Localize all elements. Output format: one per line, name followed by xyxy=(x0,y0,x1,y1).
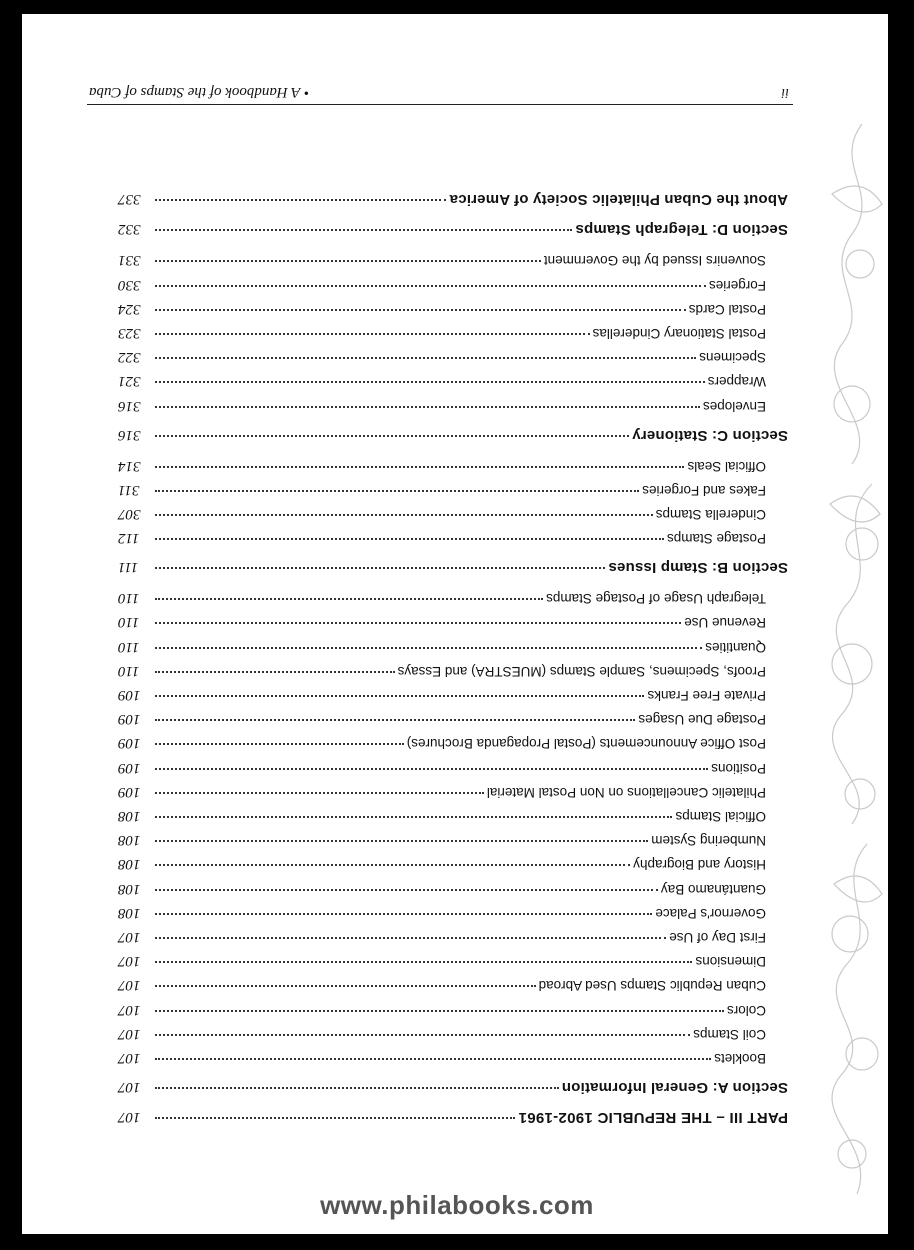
dot-leader xyxy=(155,538,664,541)
page-sheet xyxy=(22,14,888,1234)
toc-entry xyxy=(118,457,788,474)
dot-leader xyxy=(155,598,543,601)
dot-leader xyxy=(155,1034,690,1037)
toc-entry-page: 110 xyxy=(118,614,140,631)
dot-leader xyxy=(155,647,702,650)
toc-entry-label: Governor's Palace xyxy=(655,905,766,921)
toc-entry xyxy=(118,1108,788,1126)
toc-entry xyxy=(118,734,788,751)
toc-entry-label: Post Office Announcements (Postal Propaganda Brochures) xyxy=(406,736,766,752)
dot-leader xyxy=(155,567,605,570)
dot-leader xyxy=(155,490,639,493)
dot-leader xyxy=(155,199,446,202)
toc-page-rotated xyxy=(22,14,888,1234)
toc-entry xyxy=(118,928,788,945)
toc-entry xyxy=(118,300,788,317)
toc-entry-page: 107 xyxy=(118,1050,141,1066)
book-title xyxy=(89,83,309,100)
toc-entry xyxy=(118,1001,788,1018)
toc-entry-page: 332 xyxy=(118,221,141,238)
book-title-text: A Handbook of the Stamps of Cuba xyxy=(89,84,301,100)
toc-entry-label: Cuban Republic Stamps Used Abroad xyxy=(538,978,766,994)
toc-entry-label: Quantities xyxy=(705,639,766,655)
toc-entry-label: Official Stamps xyxy=(675,809,766,824)
toc-entry-page: 314 xyxy=(118,457,141,474)
toc-entry-page: 107 xyxy=(118,929,141,945)
toc-entry xyxy=(118,505,788,522)
toc-entry-label: Proofs, Specimens, Sample Stamps (MUESTRA) and Essays xyxy=(397,663,766,679)
toc-entry-page: 108 xyxy=(118,904,141,921)
toc-entry-page: 108 xyxy=(118,808,141,824)
toc-entry-label: Guantánamo Bay xyxy=(660,881,766,897)
toc-entry xyxy=(118,589,788,606)
toc-entry-label: Section C: Stationery xyxy=(632,426,788,444)
dot-leader xyxy=(155,864,630,867)
dot-leader xyxy=(155,514,653,517)
toc-entry-label: Section D: Telegraph Stamps xyxy=(575,221,788,239)
dot-leader xyxy=(155,406,700,409)
toc-entry-label: Wrappers xyxy=(707,374,766,390)
dot-leader xyxy=(155,961,692,964)
toc-entry-page: 337 xyxy=(118,191,141,208)
toc-entry-label: Official Seals xyxy=(687,458,766,474)
dot-leader xyxy=(155,816,672,819)
toc-entry xyxy=(118,426,788,444)
toc-entry xyxy=(118,855,788,872)
toc-entry xyxy=(118,251,788,268)
toc-entry xyxy=(118,397,788,414)
toc-entry xyxy=(118,831,788,848)
toc-entry xyxy=(118,276,788,293)
toc-entry-label: Forgeries xyxy=(708,277,766,293)
toc-entry-page: 307 xyxy=(118,506,141,522)
toc-entry-page: 324 xyxy=(118,300,141,317)
toc-entry xyxy=(118,529,788,546)
dot-leader xyxy=(155,1117,515,1120)
dot-leader xyxy=(155,381,705,384)
toc-entry-label: PART III – THE REPUBLIC 1902-1961 xyxy=(518,1109,788,1126)
dot-leader xyxy=(155,985,536,988)
dot-leader xyxy=(155,466,684,469)
toc-entry xyxy=(118,481,788,498)
toc-entry-page: 107 xyxy=(118,977,141,994)
toc-entry-label: Postage Stamps xyxy=(666,531,766,547)
toc-entry xyxy=(118,710,788,727)
toc-entry-label: Booklets xyxy=(714,1051,766,1066)
toc-entry-label: Postage Due Usages xyxy=(638,712,766,728)
dot-leader xyxy=(155,937,666,940)
toc-entry-page: 311 xyxy=(118,481,140,498)
dot-leader xyxy=(155,622,681,625)
toc-entry-label: Revenue Use xyxy=(684,615,766,631)
toc-entry xyxy=(118,1078,788,1096)
toc-entry-page: 109 xyxy=(118,783,141,800)
dot-leader xyxy=(155,285,706,288)
toc-entry-page: 108 xyxy=(118,832,141,849)
toc-entry-page: 108 xyxy=(118,856,141,873)
toc-entry-page: 330 xyxy=(118,276,141,293)
toc-entry-page: 107 xyxy=(118,1079,141,1095)
toc-entry-label: Philatelic Cancellations on Non Postal Material xyxy=(486,784,766,800)
dot-leader xyxy=(155,309,686,312)
toc-entry-label: Dimensions xyxy=(695,954,766,970)
toc-entry xyxy=(118,220,788,238)
toc-entry-page: 109 xyxy=(118,711,141,728)
dot-leader xyxy=(155,229,572,232)
toc-entry-page: 331 xyxy=(118,252,141,269)
toc-entry xyxy=(118,558,788,576)
toc-entry-label: Section B: Stamp Issues xyxy=(608,559,788,577)
toc-entry xyxy=(118,976,788,993)
toc-entry-label: Coil Stamps xyxy=(693,1026,766,1042)
toc-entry-page: 322 xyxy=(118,349,141,366)
dot-leader xyxy=(155,1087,559,1090)
toc-entry-page: 323 xyxy=(118,325,141,341)
toc-entry xyxy=(118,662,788,679)
dot-leader xyxy=(155,435,629,438)
toc-entry-label: Numbering System xyxy=(651,833,766,849)
toc-entry-label: First Day of Use xyxy=(669,930,766,945)
dot-leader xyxy=(155,1010,724,1013)
toc-entry-page: 107 xyxy=(118,1025,141,1042)
dot-leader xyxy=(155,743,404,746)
toc-entry-label: Souvenirs Issued by the Government xyxy=(543,253,766,269)
toc-entry xyxy=(118,1025,788,1042)
toc-entry-page: 110 xyxy=(118,638,140,655)
toc-entry xyxy=(118,904,788,921)
toc-entry-page: 111 xyxy=(118,559,139,576)
dot-leader xyxy=(155,913,652,916)
toc-entry xyxy=(118,686,788,703)
toc-entry-page: 107 xyxy=(118,1109,141,1125)
toc-entry xyxy=(118,1049,788,1066)
toc-entry-page: 108 xyxy=(118,880,141,897)
dot-leader xyxy=(155,1058,711,1061)
toc-entry-label: Envelopes xyxy=(702,398,766,414)
toc-entry-page: 110 xyxy=(118,590,140,607)
toc-entry xyxy=(118,952,788,969)
toc-entry xyxy=(118,372,788,389)
toc-entry xyxy=(118,190,788,208)
dot-leader xyxy=(155,260,541,263)
toc-entry-page: 109 xyxy=(118,735,141,752)
toc-entry xyxy=(118,807,788,824)
toc-entry-label: Postal Cards xyxy=(688,301,766,317)
toc-entry-page: 110 xyxy=(118,662,140,679)
toc-entry-label: Private Free Franks xyxy=(647,688,766,703)
toc-entry xyxy=(118,348,788,365)
toc-entry-label: History and Biography xyxy=(633,857,766,873)
toc-entry xyxy=(118,324,788,341)
dot-leader xyxy=(155,333,590,336)
toc-entry-label: Postal Stationary Cinderellas xyxy=(592,326,766,341)
toc-entry-page: 321 xyxy=(118,373,141,390)
page-number: ii xyxy=(781,85,789,100)
toc-entry xyxy=(118,613,788,630)
toc-entry-page: 316 xyxy=(118,397,141,414)
dot-leader xyxy=(155,671,395,674)
toc-entry xyxy=(118,759,788,776)
dot-leader xyxy=(155,695,644,698)
dot-leader xyxy=(155,719,635,722)
toc-entry-page: 316 xyxy=(118,426,141,443)
toc-entry-label: About the Cuban Philatelic Society of America xyxy=(449,191,788,209)
toc-entry-page: 107 xyxy=(118,953,141,970)
dot-leader xyxy=(155,840,648,843)
watermark-url: www.philabooks.com xyxy=(320,1190,594,1220)
toc-entry xyxy=(118,783,788,800)
toc-entry-label: Specimens xyxy=(699,350,766,366)
running-header xyxy=(87,78,793,105)
toc-entry-label: Cinderella Stamps xyxy=(655,507,766,522)
toc-entry-label: Colors xyxy=(726,1002,766,1018)
toc-entry xyxy=(118,638,788,655)
toc-entry-label: Telegraph Usage of Postage Stamps xyxy=(546,591,766,607)
toc-entry xyxy=(118,880,788,897)
dot-leader xyxy=(155,792,484,795)
toc-entry-page: 109 xyxy=(118,687,141,703)
toc-entry-label: Fakes and Forgeries xyxy=(642,482,766,498)
toc-entry-page: 109 xyxy=(118,759,141,776)
dot-leader xyxy=(155,357,696,360)
dot-leader xyxy=(155,768,708,771)
toc-entry-page: 112 xyxy=(118,530,140,547)
toc-entry-label: Positions xyxy=(711,760,766,776)
dot-leader xyxy=(155,889,658,892)
toc-entry-label: Section A: General Information xyxy=(561,1079,788,1096)
toc-entry-page: 107 xyxy=(118,1001,141,1018)
header-separator: • xyxy=(303,84,310,100)
